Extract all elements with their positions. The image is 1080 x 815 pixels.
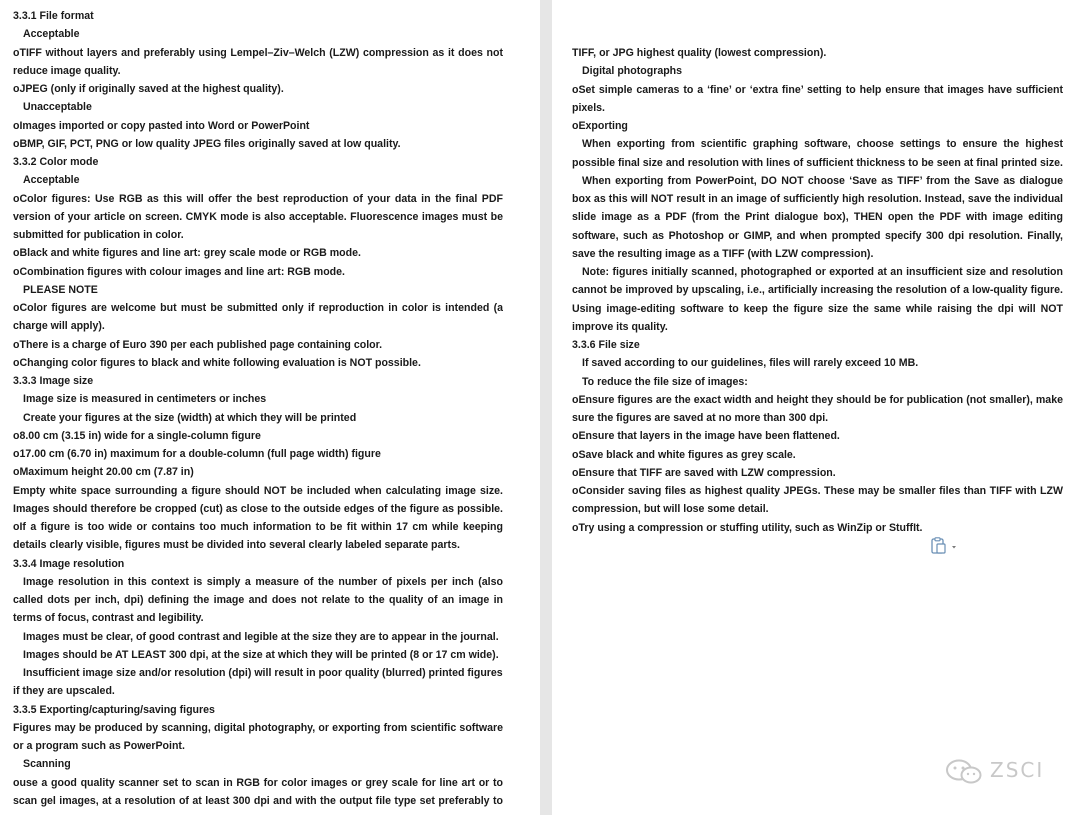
right-text-line: oEnsure that layers in the image have been flattened. xyxy=(572,430,840,443)
right-text-line: To reduce the file size of images: xyxy=(582,375,748,388)
section-heading: 3.3.5 Exporting/capturing/saving figures xyxy=(13,703,215,716)
left-text-line: oBlack and white figures and line art: grey scale mode or RGB mode. xyxy=(13,247,361,260)
left-text-line: Create your figures at the size (width) at which they will be printed xyxy=(23,411,357,424)
left-text-line: oCombination figures with colour images and line art: RGB mode. xyxy=(13,265,345,278)
right-text-line: cannot be improved by upscaling, i.e., artificially increasing the resolution of a low-quality figure. xyxy=(572,284,1063,297)
left-text-line: terms of focus, contrast and legibility. xyxy=(13,612,204,625)
left-text-line: o17.00 cm (6.70 in) maximum for a double-column (full page width) figure xyxy=(13,448,381,460)
left-text-line: Unacceptable xyxy=(23,101,92,114)
left-text-line: ouse a good quality scanner set to scan in RGB for color images or grey scale for line art or to xyxy=(13,776,503,789)
left-text-line: charge will apply). xyxy=(13,320,105,333)
left-text-line: Scanning xyxy=(23,758,71,771)
right-text-line: box as this will NOT result in an image of sufficiently high resolution. Instead, save the individual xyxy=(572,193,1063,205)
left-text-line: Acceptable xyxy=(23,28,80,41)
section-heading: 3.3.4 Image resolution xyxy=(13,557,125,570)
right-text-line: oSet simple cameras to a ‘fine’ or ‘extra fine’ setting to help ensure that images have sufficient xyxy=(572,83,1063,96)
right-text-line: sure the figures are saved at no more than 300 dpi. xyxy=(572,412,829,424)
right-text-line: If saved according to our guidelines, files will rarely exceed 10 MB. xyxy=(582,357,919,370)
right-text-line: oEnsure that TIFF are saved with LZW compression. xyxy=(572,466,836,479)
left-text-line: scan gel images, at a resolution of at least 300 dpi and with the output file type set preferably to xyxy=(13,794,503,807)
left-text-line: Images must be clear, of good contrast and legible at the size they are to appear in the journal. xyxy=(23,630,499,643)
right-text-line: save the resulting image as a TIFF (with LZW compression). xyxy=(572,247,874,260)
right-text-line: TIFF, or JPG highest quality (lowest compression). xyxy=(572,47,827,59)
left-text-line: PLEASE NOTE xyxy=(23,283,98,296)
left-text-line: o8.00 cm (3.15 in) wide for a single-column figure xyxy=(13,429,261,442)
section-heading: 3.3.3 Image size xyxy=(13,375,94,387)
right-text-line: oTry using a compression or stuffing utility, such as WinZip or StuffIt. xyxy=(572,521,923,534)
right-text-line: When exporting from scientific graphing software, choose settings to ensure the highest xyxy=(582,138,1063,151)
right-text-line: improve its quality. xyxy=(572,320,668,333)
wechat-icon xyxy=(944,758,988,786)
right-text-line: pixels. xyxy=(572,101,605,114)
left-text-line: reduce image quality. xyxy=(13,64,121,77)
left-text-line: version of your article on screen. CMYK mode is also acceptable. Fluorescence images must be xyxy=(13,210,503,223)
document-column-left xyxy=(13,7,503,810)
left-text-line: oThere is a charge of Euro 390 per each published page containing color. xyxy=(13,338,383,351)
right-text-line: oConsider saving files as highest quality JPEGs. These may be smaller files than TIFF with LZW xyxy=(572,485,1063,497)
right-text-line: When exporting from PowerPoint, DO NOT choose ‘Save as TIFF’ from the Save as dialogue xyxy=(582,174,1063,187)
right-text-line: software, such as Photoshop or GIMP, and when prompted specify 300 dpi resolution. Finally, xyxy=(572,229,1063,242)
left-text-line: oMaximum height 20.00 cm (7.87 in) xyxy=(13,466,194,479)
paste-options-icon[interactable] xyxy=(931,537,959,555)
left-text-line: oTIFF without layers and preferably using Lempel–Ziv–Welch (LZW) compression as it does not xyxy=(13,46,503,59)
left-text-line: oBMP, GIF, PCT, PNG or low quality JPEG files originally saved at low quality. xyxy=(13,137,401,150)
left-text-line: oChanging color figures to black and white following evaluation is NOT possible. xyxy=(13,356,421,369)
right-text-line: slide image as a PDF (from the Print dialogue box), THEN open the PDF with image editing xyxy=(572,211,1063,224)
right-text-line: Digital photographs xyxy=(582,65,683,78)
right-text-line: oSave black and white figures as grey scale. xyxy=(572,448,796,461)
left-text-line: Image size is measured in centimeters or inches xyxy=(23,393,267,406)
left-text-line: oColor figures: Use RGB as this will offer the best reproduction of your data in the final PDF xyxy=(13,192,503,205)
right-text-line: compression, but will lose some detail. xyxy=(572,503,769,516)
right-text-line: oEnsure figures are the exact width and height they should be for publication (not smaller), make xyxy=(572,393,1063,406)
left-text-line: called dots per inch, dpi) defining the image and does not relate to the quality of an image in xyxy=(13,594,503,606)
right-text-line: Using image-editing software to keep the figure size the same while raising the dpi will NOT xyxy=(572,302,1063,315)
left-text-line: if they are upscaled. xyxy=(13,685,115,698)
section-heading: 3.3.2 Color mode xyxy=(13,156,99,168)
left-text-line: Images should be AT LEAST 300 dpi, at the size at which they will be printed (8 or 17 cm wide). xyxy=(23,648,499,661)
left-text-line: oImages imported or copy pasted into Word or PowerPoint xyxy=(13,119,310,132)
left-text-line: Empty white space surrounding a figure should NOT be included when calculating image size. xyxy=(13,484,503,497)
left-text-line: oColor figures are welcome but must be submitted only if reproduction in color is intended (a xyxy=(13,302,503,314)
left-text-line: details clearly visible, figures must be divided into several clearly labeled separate parts. xyxy=(13,539,460,552)
page-gutter xyxy=(540,0,552,815)
left-text-line: Images should therefore be cropped (cut) as close to the outside edges of the figure as possible. xyxy=(13,502,503,515)
watermark-text: ZSCI xyxy=(990,758,1045,782)
left-text-line: Figures may be produced by scanning, digital photography, or exporting from scientific software xyxy=(13,721,503,734)
left-text-line: Image resolution in this context is simply a measure of the number of pixels per inch (also xyxy=(23,575,503,588)
left-text-line: Acceptable xyxy=(23,174,80,187)
right-text-line: possible final size and resolution with lines of sufficient thickness to be seen at final printed size. xyxy=(572,156,1063,169)
right-text-line: oExporting xyxy=(572,120,628,132)
section-heading: 3.3.6 File size xyxy=(572,339,640,351)
section-heading: 3.3.1 File format xyxy=(13,10,94,22)
left-text-line: or a program such as PowerPoint. xyxy=(13,740,185,752)
left-text-line: Insufficient image size and/or resolution (dpi) will result in poor quality (blurred) printed figures xyxy=(23,667,503,679)
left-text-line: oIf a figure is too wide or contains too much information to be fit within 17 cm while keeping xyxy=(13,521,503,533)
document-column-right xyxy=(572,44,1063,537)
left-text-line: oJPEG (only if originally saved at the highest quality). xyxy=(13,83,284,95)
left-text-line: submitted for publication in color. xyxy=(13,229,184,241)
right-text-line: Note: figures initially scanned, photographed or exported at an insufficient size and resolution xyxy=(582,266,1063,278)
